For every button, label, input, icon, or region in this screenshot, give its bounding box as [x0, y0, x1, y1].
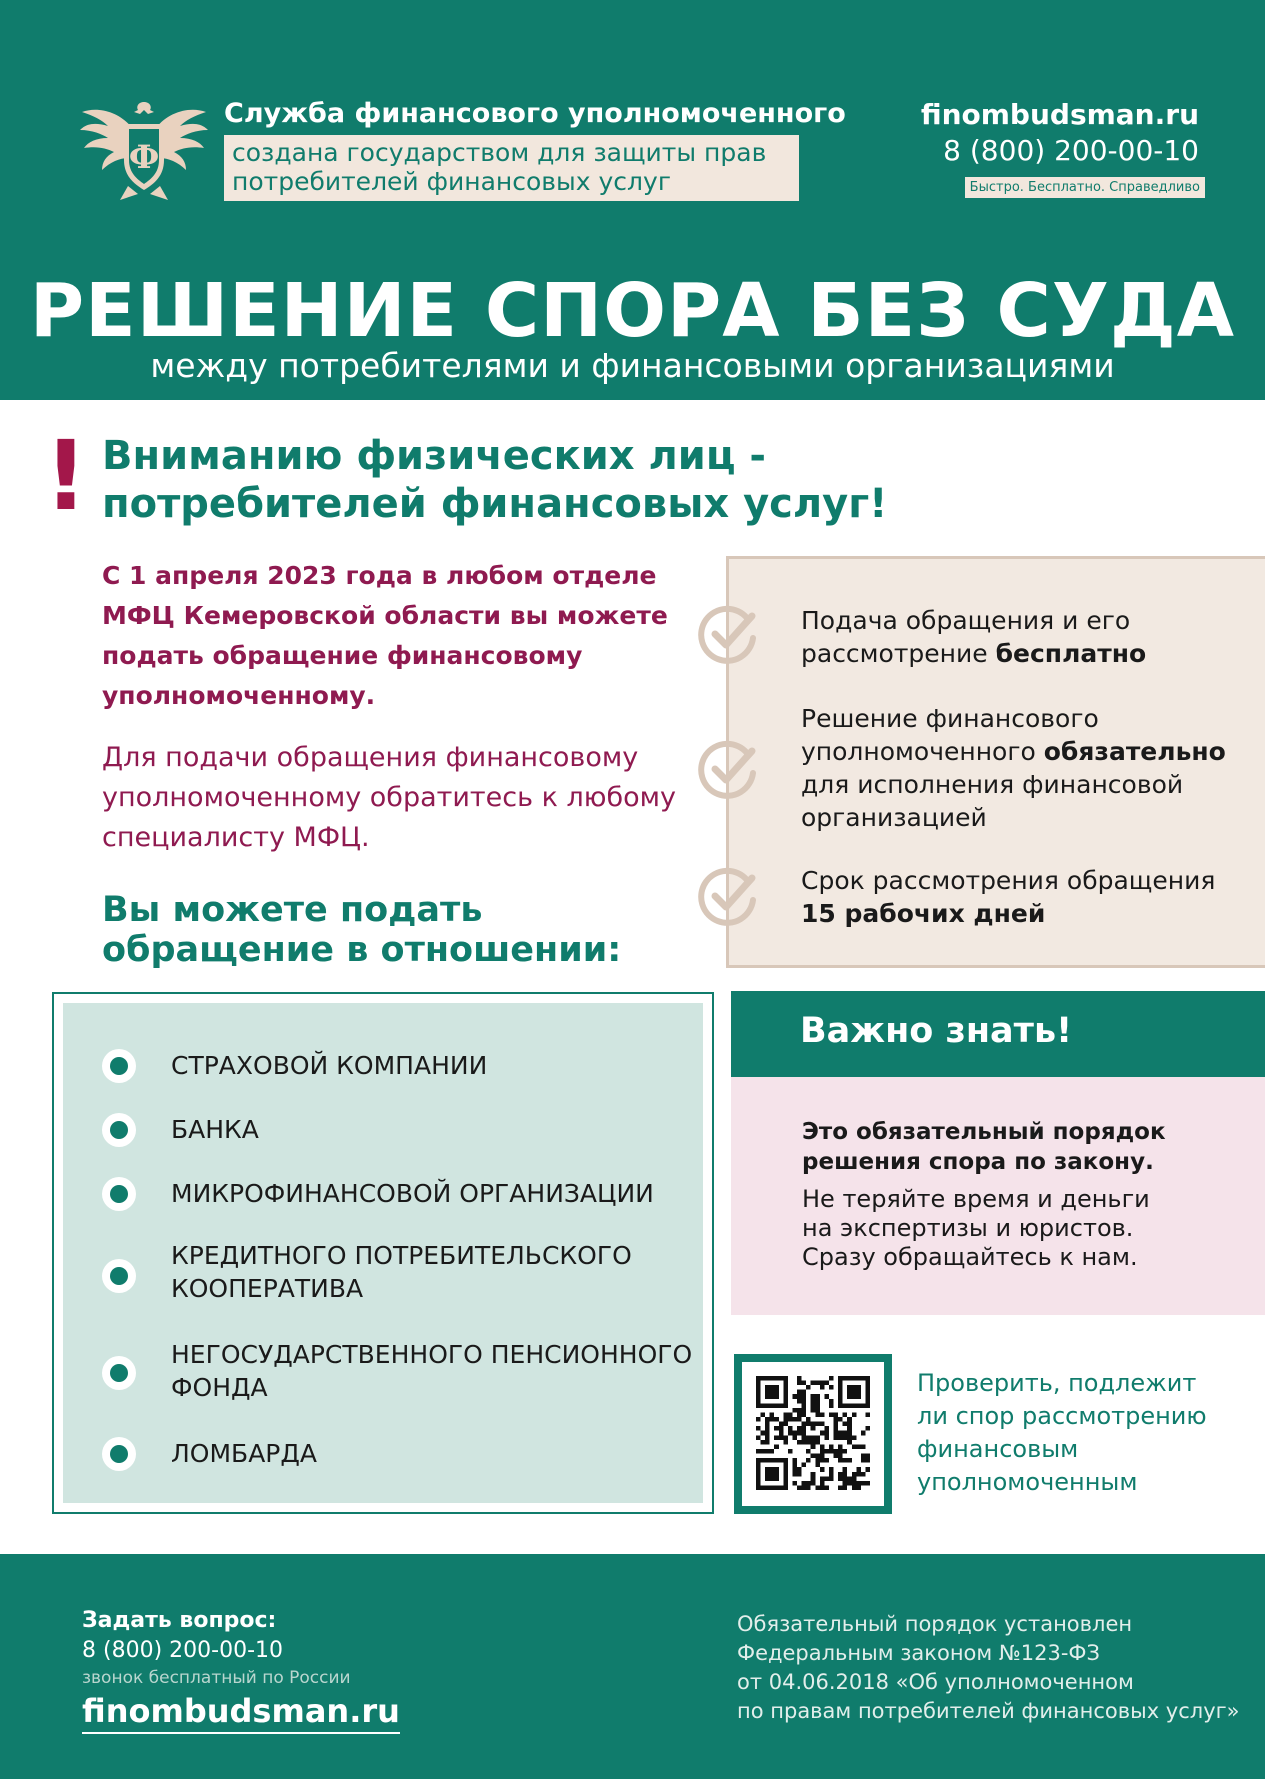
benefit-line: организацией — [801, 803, 987, 832]
check-circle-icon — [697, 604, 759, 666]
important-strong-line: решения спора по закону. — [802, 1149, 1154, 1175]
bullet-icon — [102, 1437, 136, 1471]
benefit-text — [801, 864, 1215, 930]
note-line: уполномоченному обратитесь к любому — [102, 782, 676, 813]
free-call-note: звонок бесплатный по России — [82, 1668, 351, 1688]
benefit-line — [801, 897, 1215, 930]
qr-code[interactable] — [734, 1354, 892, 1514]
can-submit-heading — [102, 890, 621, 970]
benefit-text — [801, 702, 1226, 834]
lead-line: подать обращение финансовому — [102, 641, 583, 670]
qr-caption-line: ли спор рассмотрению — [917, 1402, 1207, 1430]
attention-line: потребителей финансовых услуг! — [102, 481, 888, 527]
can-submit-line: Вы можете подать — [102, 890, 483, 930]
check-circle-icon — [697, 739, 759, 801]
bullet-icon — [102, 1049, 136, 1083]
benefit-line — [801, 637, 1146, 670]
org-label — [171, 1113, 259, 1146]
important-text-line: Не теряйте время и деньги — [802, 1185, 1150, 1213]
bullet-icon — [102, 1259, 136, 1293]
organizations-box — [52, 992, 714, 1514]
note-line: Для подачи обращения финансовому — [102, 742, 639, 773]
qr-caption[interactable] — [917, 1367, 1207, 1499]
tagline-line: потребителей финансовых услуг — [232, 167, 671, 196]
important-header — [731, 991, 1265, 1077]
org-name: Служба финансового уполномоченного — [224, 98, 846, 129]
lead-paragraph — [102, 556, 702, 716]
org-label — [171, 1177, 654, 1210]
main-title: РЕШЕНИЕ СПОРА БЕЗ СУДА — [29, 268, 1236, 354]
org-label — [171, 1437, 317, 1470]
org-label-line: НЕГОСУДАРСТВЕННОГО ПЕНСИОННОГО — [171, 1340, 693, 1369]
law-line: по правам потребителей финансовых услуг» — [737, 1699, 1240, 1723]
site-link-bottom[interactable]: finombudsman.ru — [82, 1692, 400, 1734]
svg-text:Ф: Ф — [128, 138, 160, 176]
ask-question-label: Задать вопрос: — [82, 1608, 277, 1633]
important-title: Важно знать! — [800, 1011, 1073, 1051]
important-body — [731, 1077, 1265, 1315]
lead-line: С 1 апреля 2023 года в любом отделе — [102, 561, 657, 590]
attention-heading — [102, 432, 887, 528]
org-label-line: КООПЕРАТИВА — [171, 1274, 364, 1303]
org-label — [171, 1239, 632, 1305]
site-link-top[interactable]: finombudsman.ru — [920, 98, 1199, 131]
qr-code-icon — [756, 1376, 870, 1490]
benefit-plain: рассмотрение — [801, 639, 996, 668]
important-strong — [802, 1117, 1166, 1177]
org-label-line: СТРАХОВОЙ КОМПАНИИ — [171, 1051, 488, 1080]
benefit-bold: 15 рабочих дней — [801, 899, 1046, 928]
exclamation-icon: ! — [44, 420, 88, 532]
law-line: от 04.06.2018 «Об уполномоченном — [737, 1670, 1134, 1694]
lead-line: уполномоченному. — [102, 681, 376, 710]
benefit-line: Решение финансового — [801, 704, 1099, 733]
phone-bottom[interactable]: 8 (800) 200-00-10 — [82, 1638, 283, 1663]
qr-caption-line: Проверить, подлежит — [917, 1369, 1197, 1397]
benefit-text — [801, 604, 1146, 670]
benefits-panel — [726, 556, 1265, 968]
mfc-note — [102, 738, 702, 858]
organizations-list — [63, 1003, 703, 1503]
law-line: Обязательный порядок установлен — [737, 1612, 1133, 1636]
important-strong-line: Это обязательный порядок — [802, 1119, 1166, 1145]
bullet-icon — [102, 1356, 136, 1390]
note-line: специалисту МФЦ. — [102, 822, 370, 853]
benefit-bold: бесплатно — [995, 639, 1147, 668]
benefit-plain: уполномоченного — [801, 737, 1044, 766]
org-label-line: КРЕДИТНОГО ПОТРЕБИТЕЛЬСКОГО — [171, 1241, 632, 1270]
benefit-line: для исполнения финансовой — [801, 770, 1184, 799]
lead-line: МФЦ Кемеровской области вы можете — [102, 601, 668, 630]
eagle-logo-icon — [80, 98, 208, 202]
org-tagline — [224, 135, 799, 201]
tagline-line: создана государством для защиты прав — [232, 138, 767, 167]
header-banner — [0, 0, 1265, 400]
benefit-line: Подача обращения и его — [801, 606, 1131, 635]
org-label-line: ЛОМБАРДА — [171, 1439, 318, 1468]
org-label — [171, 1049, 487, 1082]
law-line: Федеральным законом №123-ФЗ — [737, 1641, 1100, 1665]
qr-caption-line: финансовым — [917, 1435, 1079, 1463]
org-label-line: БАНКА — [171, 1115, 259, 1144]
phone-top[interactable]: 8 (800) 200-00-10 — [943, 134, 1199, 167]
org-label-line: ФОНДА — [171, 1373, 268, 1402]
bullet-icon — [102, 1113, 136, 1147]
check-circle-icon — [697, 866, 759, 928]
motto-badge: Быстро. Бесплатно. Справедливо — [965, 177, 1205, 198]
important-text-line: Сразу обращайтесь к нам. — [802, 1243, 1138, 1271]
can-submit-line: обращение в отношении: — [102, 930, 622, 970]
benefit-line — [801, 735, 1226, 768]
attention-line: Вниманию физических лиц - — [102, 433, 767, 479]
important-text — [802, 1185, 1150, 1272]
main-subtitle: между потребителями и финансовыми организациями — [150, 346, 1115, 385]
org-label-line: МИКРОФИНАНСОВОЙ ОРГАНИЗАЦИИ — [171, 1179, 654, 1208]
benefit-line: Срок рассмотрения обращения — [801, 866, 1216, 895]
law-reference — [737, 1610, 1240, 1726]
important-text-line: на экспертизы и юристов. — [802, 1214, 1134, 1242]
qr-caption-line: уполномоченным — [917, 1468, 1138, 1496]
benefit-bold: обязательно — [1043, 737, 1226, 766]
footer — [0, 1554, 1265, 1779]
org-label — [171, 1338, 692, 1404]
bullet-icon — [102, 1177, 136, 1211]
